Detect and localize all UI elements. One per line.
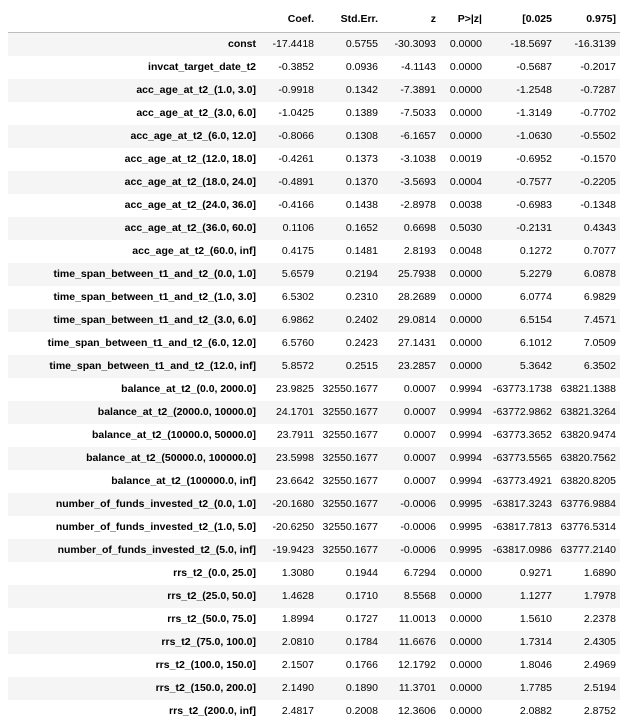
coef-cell: -17.4418 bbox=[260, 33, 318, 57]
table-row bbox=[8, 585, 620, 608]
table-row bbox=[8, 470, 620, 493]
ci-lower-cell: -0.5687 bbox=[486, 56, 556, 79]
ci-upper-cell: 0.4343 bbox=[556, 217, 620, 240]
z-cell: -6.1657 bbox=[382, 125, 440, 148]
table-row bbox=[8, 447, 620, 470]
p-value-cell: 0.0048 bbox=[440, 240, 486, 263]
ci-upper-cell: 2.4969 bbox=[556, 654, 620, 677]
ci-lower-cell: 1.8046 bbox=[486, 654, 556, 677]
row-label: acc_age_at_t2_(60.0, inf] bbox=[8, 240, 260, 263]
coef-cell: 1.8994 bbox=[260, 608, 318, 631]
std-err-cell: 0.1890 bbox=[318, 677, 382, 700]
regression-results-table-container bbox=[8, 6, 620, 723]
coef-cell: 2.0810 bbox=[260, 631, 318, 654]
table-row bbox=[8, 677, 620, 700]
ci-upper-cell: 0.7077 bbox=[556, 240, 620, 263]
ci-upper-cell: -0.5502 bbox=[556, 125, 620, 148]
z-cell: 2.8193 bbox=[382, 240, 440, 263]
std-err-cell: 0.5755 bbox=[318, 33, 382, 57]
p-value-cell: 0.5030 bbox=[440, 217, 486, 240]
coef-cell: -20.1680 bbox=[260, 493, 318, 516]
row-label: const bbox=[8, 33, 260, 57]
coef-cell: 6.5302 bbox=[260, 286, 318, 309]
p-value-cell: 0.0000 bbox=[440, 608, 486, 631]
ci-lower-cell: 1.5610 bbox=[486, 608, 556, 631]
std-err-cell: 32550.1677 bbox=[318, 470, 382, 493]
row-label: acc_age_at_t2_(6.0, 12.0] bbox=[8, 125, 260, 148]
table-row bbox=[8, 424, 620, 447]
row-label: number_of_funds_invested_t2_(0.0, 1.0] bbox=[8, 493, 260, 516]
std-err-cell: 0.1784 bbox=[318, 631, 382, 654]
std-err-cell: 0.1308 bbox=[318, 125, 382, 148]
std-err-cell: 0.2008 bbox=[318, 700, 382, 723]
table-row bbox=[8, 700, 620, 723]
coef-cell: -1.0425 bbox=[260, 102, 318, 125]
p-value-cell: 0.0000 bbox=[440, 263, 486, 286]
ci-lower-cell: -1.3149 bbox=[486, 102, 556, 125]
ci-lower-cell: 0.1272 bbox=[486, 240, 556, 263]
z-cell: 0.0007 bbox=[382, 378, 440, 401]
ci-upper-cell: 6.0878 bbox=[556, 263, 620, 286]
ci-lower-cell: -63817.3243 bbox=[486, 493, 556, 516]
ci-lower-cell: -63773.3652 bbox=[486, 424, 556, 447]
ci-upper-cell: -0.7287 bbox=[556, 79, 620, 102]
p-value-cell: 0.9994 bbox=[440, 447, 486, 470]
std-err-cell: 0.1438 bbox=[318, 194, 382, 217]
ci-lower-cell: 1.7785 bbox=[486, 677, 556, 700]
row-label: rrs_t2_(100.0, 150.0] bbox=[8, 654, 260, 677]
ci-upper-cell: 1.6890 bbox=[556, 562, 620, 585]
ci-upper-cell: 2.8752 bbox=[556, 700, 620, 723]
std-err-cell: 0.1373 bbox=[318, 148, 382, 171]
ci-lower-cell: -63773.5565 bbox=[486, 447, 556, 470]
header-cell-index bbox=[8, 6, 260, 33]
row-label: acc_age_at_t2_(36.0, 60.0] bbox=[8, 217, 260, 240]
ci-lower-cell: 6.0774 bbox=[486, 286, 556, 309]
std-err-cell: 0.1342 bbox=[318, 79, 382, 102]
z-cell: 27.1431 bbox=[382, 332, 440, 355]
z-cell: 11.3701 bbox=[382, 677, 440, 700]
coef-cell: 24.1701 bbox=[260, 401, 318, 424]
p-value-cell: 0.9994 bbox=[440, 401, 486, 424]
table-row bbox=[8, 102, 620, 125]
z-cell: -0.0006 bbox=[382, 539, 440, 562]
table-row bbox=[8, 608, 620, 631]
std-err-cell: 0.2194 bbox=[318, 263, 382, 286]
table-row bbox=[8, 309, 620, 332]
row-label: time_span_between_t1_and_t2_(3.0, 6.0] bbox=[8, 309, 260, 332]
ci-upper-cell: 2.5194 bbox=[556, 677, 620, 700]
std-err-cell: 0.1652 bbox=[318, 217, 382, 240]
z-cell: 0.6698 bbox=[382, 217, 440, 240]
z-cell: 0.0007 bbox=[382, 424, 440, 447]
z-cell: 0.0007 bbox=[382, 401, 440, 424]
header-cell-z: z bbox=[382, 6, 440, 33]
header-cell-std-err: Std.Err. bbox=[318, 6, 382, 33]
z-cell: -0.0006 bbox=[382, 516, 440, 539]
p-value-cell: 0.0004 bbox=[440, 171, 486, 194]
ci-upper-cell: -0.7702 bbox=[556, 102, 620, 125]
coef-cell: 23.5998 bbox=[260, 447, 318, 470]
p-value-cell: 0.9994 bbox=[440, 424, 486, 447]
row-label: balance_at_t2_(10000.0, 50000.0] bbox=[8, 424, 260, 447]
std-err-cell: 32550.1677 bbox=[318, 447, 382, 470]
coef-cell: -0.9918 bbox=[260, 79, 318, 102]
ci-lower-cell: -0.2131 bbox=[486, 217, 556, 240]
ci-lower-cell: -63817.7813 bbox=[486, 516, 556, 539]
ci-lower-cell: -63773.1738 bbox=[486, 378, 556, 401]
ci-lower-cell: -1.2548 bbox=[486, 79, 556, 102]
std-err-cell: 32550.1677 bbox=[318, 424, 382, 447]
ci-upper-cell: 1.7978 bbox=[556, 585, 620, 608]
ci-upper-cell: 63776.9884 bbox=[556, 493, 620, 516]
ci-upper-cell: 63820.9474 bbox=[556, 424, 620, 447]
ci-upper-cell: 2.4305 bbox=[556, 631, 620, 654]
ci-upper-cell: 63821.3264 bbox=[556, 401, 620, 424]
row-label: time_span_between_t1_and_t2_(6.0, 12.0] bbox=[8, 332, 260, 355]
table-row bbox=[8, 562, 620, 585]
row-label: rrs_t2_(50.0, 75.0] bbox=[8, 608, 260, 631]
std-err-cell: 32550.1677 bbox=[318, 516, 382, 539]
p-value-cell: 0.9994 bbox=[440, 470, 486, 493]
table-row bbox=[8, 654, 620, 677]
table-row bbox=[8, 194, 620, 217]
ci-lower-cell: 6.1012 bbox=[486, 332, 556, 355]
ci-upper-cell: -0.2017 bbox=[556, 56, 620, 79]
std-err-cell: 32550.1677 bbox=[318, 493, 382, 516]
ci-lower-cell: 1.7314 bbox=[486, 631, 556, 654]
coef-cell: -0.4261 bbox=[260, 148, 318, 171]
ci-upper-cell: 7.4571 bbox=[556, 309, 620, 332]
table-row bbox=[8, 539, 620, 562]
p-value-cell: 0.0038 bbox=[440, 194, 486, 217]
z-cell: 25.7938 bbox=[382, 263, 440, 286]
table-row bbox=[8, 355, 620, 378]
ci-upper-cell: 63776.5314 bbox=[556, 516, 620, 539]
p-value-cell: 0.0000 bbox=[440, 700, 486, 723]
p-value-cell: 0.0000 bbox=[440, 125, 486, 148]
row-label: acc_age_at_t2_(24.0, 36.0] bbox=[8, 194, 260, 217]
ci-lower-cell: -0.7577 bbox=[486, 171, 556, 194]
z-cell: -4.1143 bbox=[382, 56, 440, 79]
row-label: acc_age_at_t2_(12.0, 18.0] bbox=[8, 148, 260, 171]
p-value-cell: 0.0000 bbox=[440, 562, 486, 585]
ci-upper-cell: -0.1348 bbox=[556, 194, 620, 217]
z-cell: 28.2689 bbox=[382, 286, 440, 309]
coef-cell: -19.9423 bbox=[260, 539, 318, 562]
ci-upper-cell: -0.2205 bbox=[556, 171, 620, 194]
table-body bbox=[8, 33, 620, 723]
std-err-cell: 0.1481 bbox=[318, 240, 382, 263]
coef-cell: -0.4891 bbox=[260, 171, 318, 194]
p-value-cell: 0.9995 bbox=[440, 539, 486, 562]
z-cell: -0.0006 bbox=[382, 493, 440, 516]
z-cell: -3.1038 bbox=[382, 148, 440, 171]
ci-lower-cell: 5.3642 bbox=[486, 355, 556, 378]
ci-upper-cell: -16.3139 bbox=[556, 33, 620, 57]
p-value-cell: 0.0000 bbox=[440, 631, 486, 654]
z-cell: 11.0013 bbox=[382, 608, 440, 631]
ci-lower-cell: 0.9271 bbox=[486, 562, 556, 585]
row-label: time_span_between_t1_and_t2_(1.0, 3.0] bbox=[8, 286, 260, 309]
header-cell-coef: Coef. bbox=[260, 6, 318, 33]
ci-lower-cell: -18.5697 bbox=[486, 33, 556, 57]
z-cell: 6.7294 bbox=[382, 562, 440, 585]
z-cell: 12.1792 bbox=[382, 654, 440, 677]
row-label: number_of_funds_invested_t2_(5.0, inf] bbox=[8, 539, 260, 562]
coef-cell: 6.5760 bbox=[260, 332, 318, 355]
coef-cell: 1.3080 bbox=[260, 562, 318, 585]
ci-lower-cell: 6.5154 bbox=[486, 309, 556, 332]
ci-upper-cell: 7.0509 bbox=[556, 332, 620, 355]
table-row bbox=[8, 125, 620, 148]
z-cell: 23.2857 bbox=[382, 355, 440, 378]
table-row bbox=[8, 286, 620, 309]
row-label: acc_age_at_t2_(3.0, 6.0] bbox=[8, 102, 260, 125]
table-row bbox=[8, 56, 620, 79]
header-cell-p-value: P>|z| bbox=[440, 6, 486, 33]
ci-upper-cell: 63820.7562 bbox=[556, 447, 620, 470]
row-label: acc_age_at_t2_(18.0, 24.0] bbox=[8, 171, 260, 194]
coef-cell: 2.4817 bbox=[260, 700, 318, 723]
p-value-cell: 0.0000 bbox=[440, 102, 486, 125]
row-label: acc_age_at_t2_(1.0, 3.0] bbox=[8, 79, 260, 102]
std-err-cell: 0.1370 bbox=[318, 171, 382, 194]
z-cell: 0.0007 bbox=[382, 447, 440, 470]
table-row bbox=[8, 148, 620, 171]
std-err-cell: 0.0936 bbox=[318, 56, 382, 79]
row-label: balance_at_t2_(100000.0, inf] bbox=[8, 470, 260, 493]
z-cell: 29.0814 bbox=[382, 309, 440, 332]
table-row bbox=[8, 171, 620, 194]
row-label: balance_at_t2_(2000.0, 10000.0] bbox=[8, 401, 260, 424]
table-row bbox=[8, 240, 620, 263]
std-err-cell: 32550.1677 bbox=[318, 401, 382, 424]
std-err-cell: 32550.1677 bbox=[318, 378, 382, 401]
p-value-cell: 0.0000 bbox=[440, 56, 486, 79]
coef-cell: 2.1507 bbox=[260, 654, 318, 677]
p-value-cell: 0.9995 bbox=[440, 516, 486, 539]
std-err-cell: 0.1766 bbox=[318, 654, 382, 677]
header-cell-ci-lower: [0.025 bbox=[486, 6, 556, 33]
row-label: rrs_t2_(0.0, 25.0] bbox=[8, 562, 260, 585]
p-value-cell: 0.0019 bbox=[440, 148, 486, 171]
p-value-cell: 0.0000 bbox=[440, 309, 486, 332]
coef-cell: -0.4166 bbox=[260, 194, 318, 217]
ci-upper-cell: 2.2378 bbox=[556, 608, 620, 631]
ci-lower-cell: -63773.4921 bbox=[486, 470, 556, 493]
std-err-cell: 0.2515 bbox=[318, 355, 382, 378]
z-cell: -3.5693 bbox=[382, 171, 440, 194]
p-value-cell: 0.0000 bbox=[440, 677, 486, 700]
coef-cell: 23.7911 bbox=[260, 424, 318, 447]
z-cell: 0.0007 bbox=[382, 470, 440, 493]
z-cell: -7.3891 bbox=[382, 79, 440, 102]
coef-cell: 23.6642 bbox=[260, 470, 318, 493]
row-label: rrs_t2_(25.0, 50.0] bbox=[8, 585, 260, 608]
table-row bbox=[8, 631, 620, 654]
std-err-cell: 0.1710 bbox=[318, 585, 382, 608]
ci-lower-cell: -1.0630 bbox=[486, 125, 556, 148]
ci-upper-cell: -0.1570 bbox=[556, 148, 620, 171]
z-cell: 11.6676 bbox=[382, 631, 440, 654]
header-row bbox=[8, 6, 620, 33]
z-cell: -30.3093 bbox=[382, 33, 440, 57]
row-label: rrs_t2_(200.0, inf] bbox=[8, 700, 260, 723]
std-err-cell: 0.1944 bbox=[318, 562, 382, 585]
ci-upper-cell: 63821.1388 bbox=[556, 378, 620, 401]
std-err-cell: 0.2423 bbox=[318, 332, 382, 355]
z-cell: -2.8978 bbox=[382, 194, 440, 217]
coef-cell: 23.9825 bbox=[260, 378, 318, 401]
regression-results-table bbox=[8, 6, 620, 723]
std-err-cell: 0.1389 bbox=[318, 102, 382, 125]
table-row bbox=[8, 516, 620, 539]
row-label: balance_at_t2_(50000.0, 100000.0] bbox=[8, 447, 260, 470]
table-row bbox=[8, 263, 620, 286]
p-value-cell: 0.0000 bbox=[440, 585, 486, 608]
table-row bbox=[8, 378, 620, 401]
p-value-cell: 0.9995 bbox=[440, 493, 486, 516]
p-value-cell: 0.0000 bbox=[440, 332, 486, 355]
coef-cell: 0.4175 bbox=[260, 240, 318, 263]
table-row bbox=[8, 217, 620, 240]
p-value-cell: 0.0000 bbox=[440, 33, 486, 57]
table-row bbox=[8, 79, 620, 102]
std-err-cell: 0.2402 bbox=[318, 309, 382, 332]
std-err-cell: 0.2310 bbox=[318, 286, 382, 309]
p-value-cell: 0.0000 bbox=[440, 79, 486, 102]
coef-cell: 1.4628 bbox=[260, 585, 318, 608]
z-cell: 12.3606 bbox=[382, 700, 440, 723]
coef-cell: 5.8572 bbox=[260, 355, 318, 378]
ci-lower-cell: -0.6952 bbox=[486, 148, 556, 171]
header-cell-ci-upper: 0.975] bbox=[556, 6, 620, 33]
ci-upper-cell: 63777.2140 bbox=[556, 539, 620, 562]
z-cell: -7.5033 bbox=[382, 102, 440, 125]
ci-lower-cell: -63817.0986 bbox=[486, 539, 556, 562]
ci-lower-cell: 5.2279 bbox=[486, 263, 556, 286]
table-row bbox=[8, 33, 620, 57]
row-label: number_of_funds_invested_t2_(1.0, 5.0] bbox=[8, 516, 260, 539]
coef-cell: -0.8066 bbox=[260, 125, 318, 148]
ci-upper-cell: 6.3502 bbox=[556, 355, 620, 378]
p-value-cell: 0.0000 bbox=[440, 286, 486, 309]
row-label: time_span_between_t1_and_t2_(12.0, inf] bbox=[8, 355, 260, 378]
table-row bbox=[8, 401, 620, 424]
p-value-cell: 0.0000 bbox=[440, 654, 486, 677]
p-value-cell: 0.0000 bbox=[440, 355, 486, 378]
p-value-cell: 0.9994 bbox=[440, 378, 486, 401]
row-label: balance_at_t2_(0.0, 2000.0] bbox=[8, 378, 260, 401]
table-row bbox=[8, 332, 620, 355]
coef-cell: 0.1106 bbox=[260, 217, 318, 240]
coef-cell: 5.6579 bbox=[260, 263, 318, 286]
row-label: rrs_t2_(150.0, 200.0] bbox=[8, 677, 260, 700]
coef-cell: 6.9862 bbox=[260, 309, 318, 332]
row-label: invcat_target_date_t2 bbox=[8, 56, 260, 79]
row-label: rrs_t2_(75.0, 100.0] bbox=[8, 631, 260, 654]
std-err-cell: 32550.1677 bbox=[318, 539, 382, 562]
coef-cell: -0.3852 bbox=[260, 56, 318, 79]
ci-lower-cell: -0.6983 bbox=[486, 194, 556, 217]
ci-lower-cell: 2.0882 bbox=[486, 700, 556, 723]
ci-lower-cell: 1.1277 bbox=[486, 585, 556, 608]
z-cell: 8.5568 bbox=[382, 585, 440, 608]
table-row bbox=[8, 493, 620, 516]
coef-cell: -20.6250 bbox=[260, 516, 318, 539]
coef-cell: 2.1490 bbox=[260, 677, 318, 700]
ci-lower-cell: -63772.9862 bbox=[486, 401, 556, 424]
row-label: time_span_between_t1_and_t2_(0.0, 1.0] bbox=[8, 263, 260, 286]
ci-upper-cell: 6.9829 bbox=[556, 286, 620, 309]
std-err-cell: 0.1727 bbox=[318, 608, 382, 631]
ci-upper-cell: 63820.8205 bbox=[556, 470, 620, 493]
